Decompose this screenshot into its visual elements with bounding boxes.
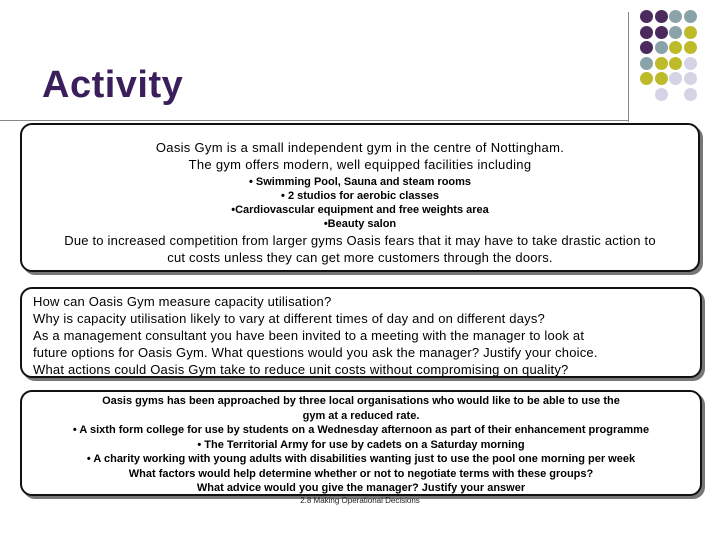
decorative-dot [655,26,668,39]
decorative-dot [684,41,697,54]
decorative-dot [640,72,653,85]
facility-item: •Beauty salon [323,218,397,230]
decorative-dot [640,57,653,70]
decorative-dot [669,57,682,70]
questions-box [20,287,702,378]
organisations-box [20,390,702,496]
decorative-dot [669,88,682,101]
decorative-dot [640,10,653,23]
question-line: How can Oasis Gym measure capacity utilisation? [33,294,332,309]
decorative-dot [655,88,668,101]
decorative-dot [655,72,668,85]
question-line: future options for Oasis Gym. What questions would you ask the manager? Justify your choice. [33,345,598,360]
organisations-line: • A charity working with young adults with disabilities wanting just to use the pool one morning per week [86,453,636,465]
decorative-dot-grid [640,10,697,101]
facility-item: • 2 studios for aerobic classes [281,190,439,202]
decorative-dot [669,41,682,54]
closing-line: cut costs unless they can get more customers through the doors. [167,250,553,265]
organisations-line: What advice would you give the manager? Justify your answer [196,482,526,494]
decorative-dot [684,57,697,70]
decorative-dot [655,57,668,70]
organisations-line: • A sixth form college for use by students on a Wednesday afternoon as part of their enhancement programme [72,424,650,436]
title-divider [0,120,628,121]
organisations-line: • The Territorial Army for use by cadets on a Saturday morning [197,438,525,451]
decorative-dot [669,26,682,39]
decorative-dot [669,10,682,23]
decorative-dot [684,72,697,85]
question-line: What actions could Oasis Gym take to reduce unit costs without compromising on quality? [33,362,569,377]
organisations-line: What factors would help determine whether or not to negotiate terms with these groups? [128,467,594,480]
decorative-dot [669,72,682,85]
decorative-dot [684,10,697,23]
slide-title: Activity [42,64,184,106]
question-line: Why is capacity utilisation likely to vary at different times of day and on different days? [33,311,545,326]
intro-line: The gym offers modern, well equipped facilities including [188,157,532,172]
decorative-dot [684,26,697,39]
facility-item: •Cardiovascular equipment and free weights area [231,204,489,216]
slide-footer: 2.8 Making Operational Decisions [300,496,420,505]
organisations-line: Oasis gyms has been approached by three local organisations who would like to be able to use the [102,395,620,407]
intro-line: Oasis Gym is a small independent gym in the centre of Nottingham. [155,140,565,155]
decorative-dot [640,88,653,101]
decorative-dot [684,88,697,101]
closing-line: Due to increased competition from larger gyms Oasis fears that it may have to take drastic action to [64,233,656,248]
decorative-dot [655,10,668,23]
organisations-line: gym at a reduced rate. [302,409,420,422]
decorative-dot [640,41,653,54]
decorative-dot [655,41,668,54]
facility-item: • Swimming Pool, Sauna and steam rooms [248,176,472,188]
scenario-box [20,123,700,272]
question-line: As a management consultant you have been invited to a meeting with the manager to look at [33,328,585,343]
vertical-divider [628,12,629,122]
decorative-dot [640,26,653,39]
